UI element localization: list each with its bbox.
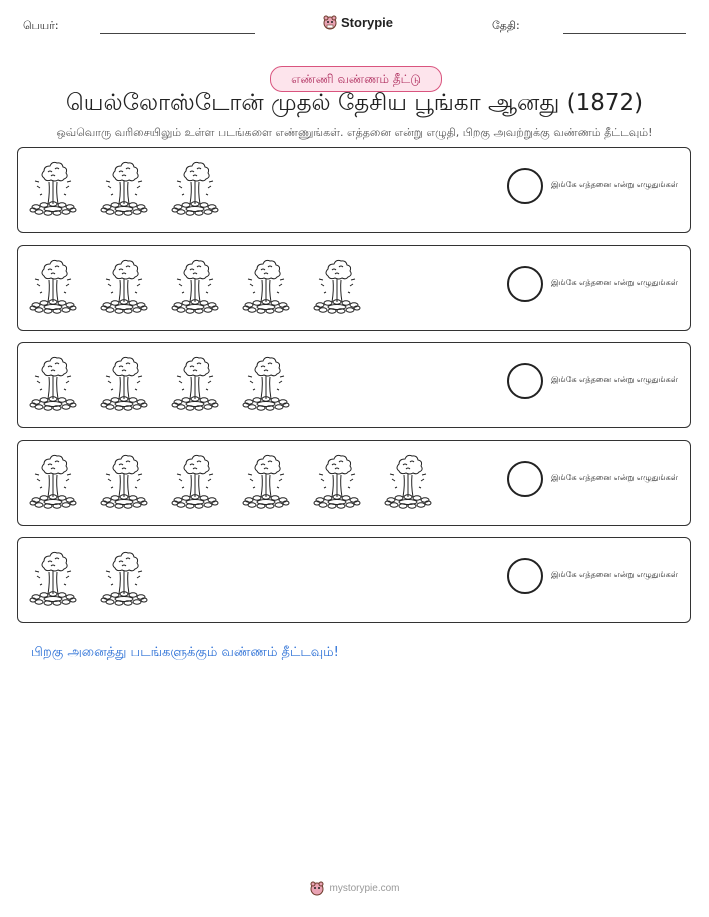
geyser-icon[interactable]	[312, 256, 362, 316]
geyser-icon[interactable]	[28, 158, 78, 218]
worksheet-title: யெல்லோஸ்டோன் முதல் தேசிய பூங்கா ஆனது (1872)	[65, 90, 644, 116]
name-label: பெயர்:	[23, 19, 59, 32]
answer-circle[interactable]	[507, 363, 543, 399]
geyser-icon[interactable]	[99, 256, 149, 316]
date-line[interactable]	[563, 33, 686, 34]
answer-prompt: இங்கே எத்தனை என்று எழுதுங்கள்	[551, 570, 678, 579]
answer-prompt: இங்கே எத்தனை என்று எழுதுங்கள்	[551, 277, 678, 287]
counting-row	[17, 342, 691, 428]
answer-circle[interactable]	[507, 558, 543, 594]
geyser-icon[interactable]	[28, 256, 78, 316]
answer-prompt: இங்கே எத்தனை என்று எழுதுங்கள்	[551, 472, 678, 482]
geyser-icon[interactable]	[241, 451, 291, 511]
answer-prompt: இங்கே எத்தனை என்று எழுதுங்கள்	[551, 180, 678, 189]
geyser-icon[interactable]	[99, 158, 149, 218]
answer-prompt: இங்கே எத்தனை என்று எழுதுங்கள்	[551, 375, 678, 384]
worksheet-type-badge: எண்ணி வண்ணம் தீட்டு	[270, 66, 442, 92]
geyser-icon[interactable]	[241, 256, 291, 316]
counting-row	[17, 245, 691, 331]
geyser-icon[interactable]	[99, 353, 149, 413]
footer-note: பிறகு அனைத்து படங்களுக்கும் வண்ணம் தீட்டவும்!	[31, 645, 339, 660]
name-line[interactable]	[100, 33, 255, 34]
answer-circle[interactable]	[507, 266, 543, 302]
geyser-icon[interactable]	[170, 451, 220, 511]
brand-name: Storypie	[341, 14, 394, 30]
date-label: தேதி:	[492, 19, 520, 32]
geyser-icon[interactable]	[241, 353, 291, 413]
geyser-icon[interactable]	[99, 548, 149, 608]
counting-row	[17, 147, 691, 233]
brand-logo	[322, 14, 393, 30]
storypie-mascot-icon	[322, 14, 338, 30]
instructions: ஒவ்வொரு வரிசையிலும் உள்ள படங்களை எண்ணுங்கள். எத்தனை என்று எழுதி, பிறகு அவற்றுக்கு வண்ணம் தீட்டவும்!	[56, 126, 653, 139]
geyser-icon[interactable]	[312, 451, 362, 511]
geyser-icon[interactable]	[170, 256, 220, 316]
counting-row	[17, 537, 691, 623]
answer-circle[interactable]	[507, 461, 543, 497]
counting-row	[17, 440, 691, 526]
geyser-icon[interactable]	[28, 451, 78, 511]
geyser-icon[interactable]	[383, 451, 433, 511]
answer-circle[interactable]	[507, 168, 543, 204]
geyser-icon[interactable]	[170, 158, 220, 218]
worksheet-header	[0, 14, 709, 38]
geyser-icon[interactable]	[99, 451, 149, 511]
footer	[0, 880, 709, 896]
geyser-icon[interactable]	[170, 353, 220, 413]
geyser-icon[interactable]	[28, 548, 78, 608]
footer-url: mystorypie.com	[329, 882, 400, 894]
geyser-icon[interactable]	[28, 353, 78, 413]
storypie-mascot-icon	[309, 880, 325, 896]
